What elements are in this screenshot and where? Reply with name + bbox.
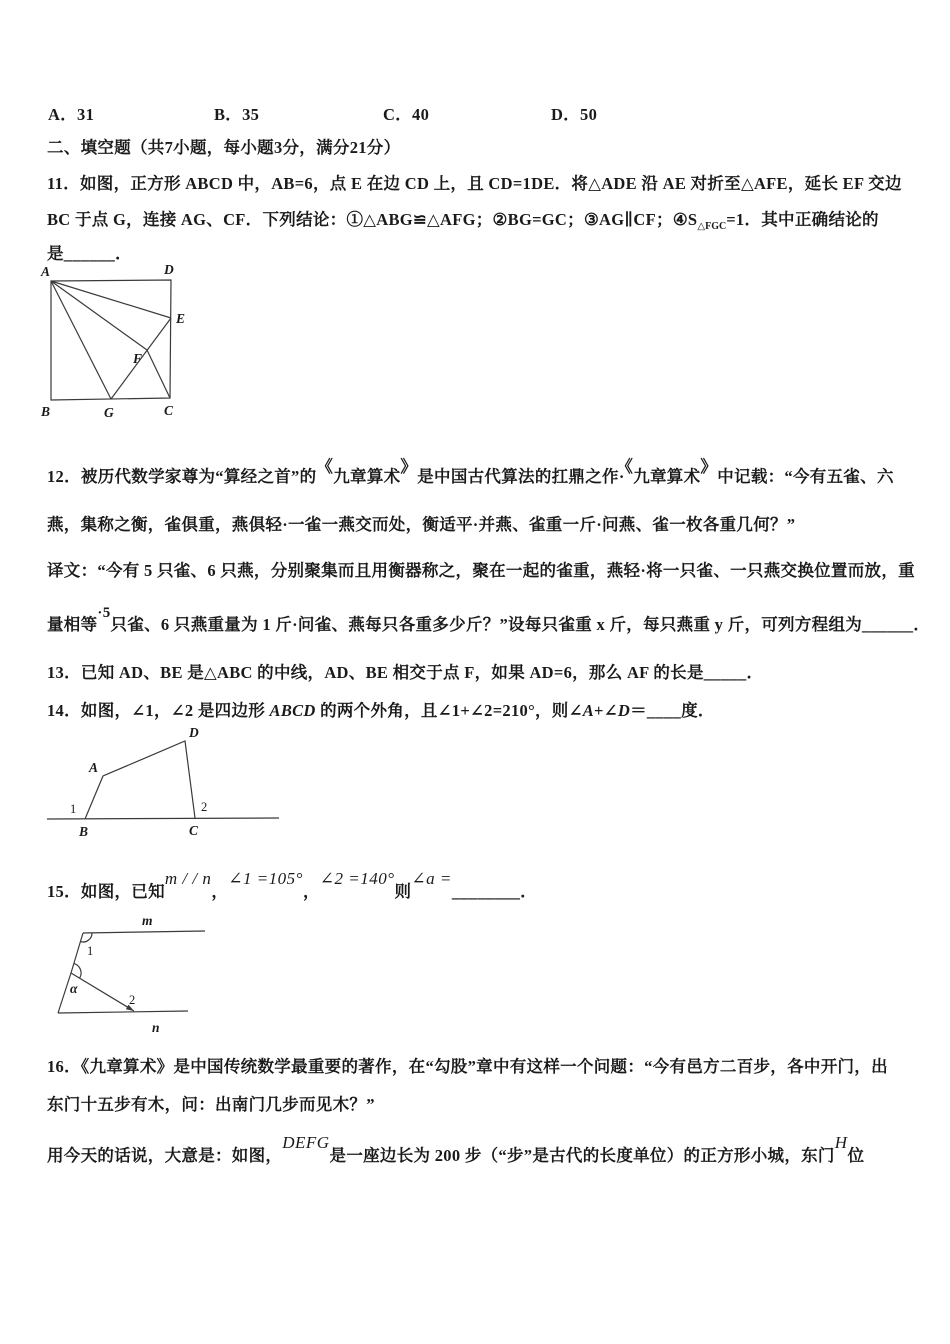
q16-math-h: H — [834, 1133, 848, 1152]
label-alpha: α — [70, 981, 78, 996]
quad-BADC — [85, 741, 195, 819]
q15-comma2: ， — [302, 882, 320, 901]
line-n — [58, 1011, 188, 1013]
q12-l1-mid: 是中国古代算法的扛鼎之作· — [417, 467, 625, 486]
label-B: B — [79, 824, 89, 839]
option-b: B．35 — [214, 105, 260, 124]
q14-pre: 14．如图，∠1，∠2 是四边形 — [47, 701, 270, 720]
q15-math-angle2: ∠2 =140° — [319, 869, 395, 888]
label-D: D — [189, 725, 199, 740]
q12-l1-post: 中记载：“今有五雀、六 — [717, 467, 894, 486]
q12-l4-pre: 量相等 — [47, 615, 98, 634]
q12-book-title-2: 九章算术 — [633, 467, 701, 486]
option-d: D．50 — [551, 105, 598, 124]
q12-l4-superscript: ·5 — [97, 605, 111, 621]
q12-l1-pre: 12．被历代数学家尊为“算经之首”的 — [47, 467, 317, 486]
q16-line2: 东门十五步有木，问：出南门几步而见木？” — [47, 1095, 375, 1114]
segment-PQ — [71, 933, 83, 973]
q12-quote-close-2: 》 — [700, 457, 718, 476]
q11-line2-pre: BC 于点 G，连接 AG、CF．下列结论：①△ABG≌△AFG；②BG=GC；③AG∥CF；④S — [47, 210, 698, 229]
q14-post: ＝____度． — [630, 701, 715, 720]
q12-book-title-1: 九章算术 — [333, 467, 401, 486]
segment-AG — [51, 281, 111, 399]
label-C: C — [164, 403, 174, 418]
q11-line2-post: =1．其中正确结论的 — [726, 210, 879, 229]
segment-AF — [51, 281, 147, 350]
q15-line1 — [47, 869, 538, 902]
q11-line2 — [47, 206, 879, 232]
segment-FC — [147, 350, 170, 398]
label-G: G — [104, 405, 114, 420]
q12-line1 — [47, 457, 894, 487]
line-m — [83, 931, 205, 933]
label-B: B — [41, 404, 51, 419]
square-ABCD — [51, 280, 171, 400]
q12-l4-post: 只雀、6 只燕重量为 1 斤·问雀、燕每只各重多少斤？”设每只雀重 x 斤，每只燕重 y 斤，可列方程组为______． — [110, 615, 931, 634]
q11-line3: 是______． — [47, 244, 132, 263]
q16-l3-mid: 是一座边长为 200 步（“步”是古代的长度单位）的正方形小城，东门 — [329, 1146, 835, 1165]
label-F: F — [133, 351, 143, 366]
q12-line3: 译文：“今有 5 只雀、6 只燕，分别聚集而且用衡器称之，聚在一起的雀重，燕轻·将一只雀、一只燕交换位置而放，重 — [47, 561, 915, 580]
label-E: E — [176, 311, 186, 326]
q15-math-m-parallel-n: m / / n — [164, 869, 212, 888]
q15-blank: ________． — [451, 882, 538, 901]
q15-comma1: ， — [211, 882, 229, 901]
q11-line1: 11．如图，正方形 ABCD 中，AB=6，点 E 在边 CD 上，且 CD=1DE．将△ADE 沿 AE 对折至△AFE，延长 EF 交边 — [47, 174, 902, 193]
segment-AE — [51, 281, 171, 318]
q15-figure — [28, 912, 233, 1037]
q14-plus: +∠ — [594, 701, 618, 720]
q12-quote-open-1: 《 — [316, 457, 334, 476]
q14-angle-d: D — [617, 701, 631, 720]
q14-mid: 的两个外角，且∠1+∠2=210°，则∠ — [315, 701, 583, 720]
option-a: A．31 — [48, 105, 95, 124]
q13-line1: 13．已知 AD、BE 是△ABC 的中线，AD、BE 相交于点 F，如果 AD=6，那么 AF 的长是_____． — [47, 663, 764, 682]
q12-quote-close-1: 》 — [400, 457, 418, 476]
q16-math-defg: DEFG — [282, 1133, 330, 1152]
q16-l3-post: 位 — [847, 1146, 865, 1165]
q12-line2: 燕，集称之衡，雀俱重，燕俱轻·一雀一燕交而处，衡适平·并燕、雀重一斤·问燕、雀一枚各重几何？” — [47, 515, 796, 534]
q12-quote-open-2: 《 — [624, 457, 634, 476]
label-C: C — [189, 823, 199, 838]
q11-line2-subscript: △FGC — [697, 221, 727, 232]
section-heading: 二、填空题（共7小题，每小题3分，满分21分） — [47, 138, 401, 157]
q12-line4 — [47, 605, 931, 635]
q15-math-angle1: ∠1 =105° — [228, 869, 303, 888]
label-n: n — [152, 1020, 160, 1035]
label-angle-1: 1 — [87, 944, 94, 958]
label-A: A — [41, 264, 51, 279]
q16-line3 — [47, 1133, 865, 1166]
q14-figure — [42, 722, 292, 852]
q14-line1 — [47, 697, 715, 721]
q16-l3-pre: 用今天的话说，大意是：如图， — [47, 1146, 283, 1165]
q15-then: 则 — [394, 882, 412, 901]
base-line-BC-extended — [47, 818, 279, 819]
label-angle-1: 1 — [70, 802, 77, 816]
q15-math-angle-a: ∠a = — [411, 869, 452, 888]
label-D: D — [164, 262, 174, 277]
q16-line1: 16．《九章算术》是中国传统数学最重要的著作，在“勾股”章中有这样一个问题：“今有邑方二百步，各中开门，出 — [47, 1057, 888, 1076]
q14-angle-a: A — [582, 701, 595, 720]
label-m: m — [142, 913, 153, 928]
q15-prefix: 15．如图，已知 — [47, 882, 165, 901]
label-A: A — [89, 760, 99, 775]
option-c: C．40 — [383, 105, 430, 124]
q11-figure — [38, 260, 198, 430]
segment-QT — [71, 973, 134, 1011]
label-angle-2: 2 — [129, 993, 136, 1007]
label-angle-2: 2 — [201, 800, 208, 814]
q14-abcd-italic: ABCD — [269, 701, 316, 720]
